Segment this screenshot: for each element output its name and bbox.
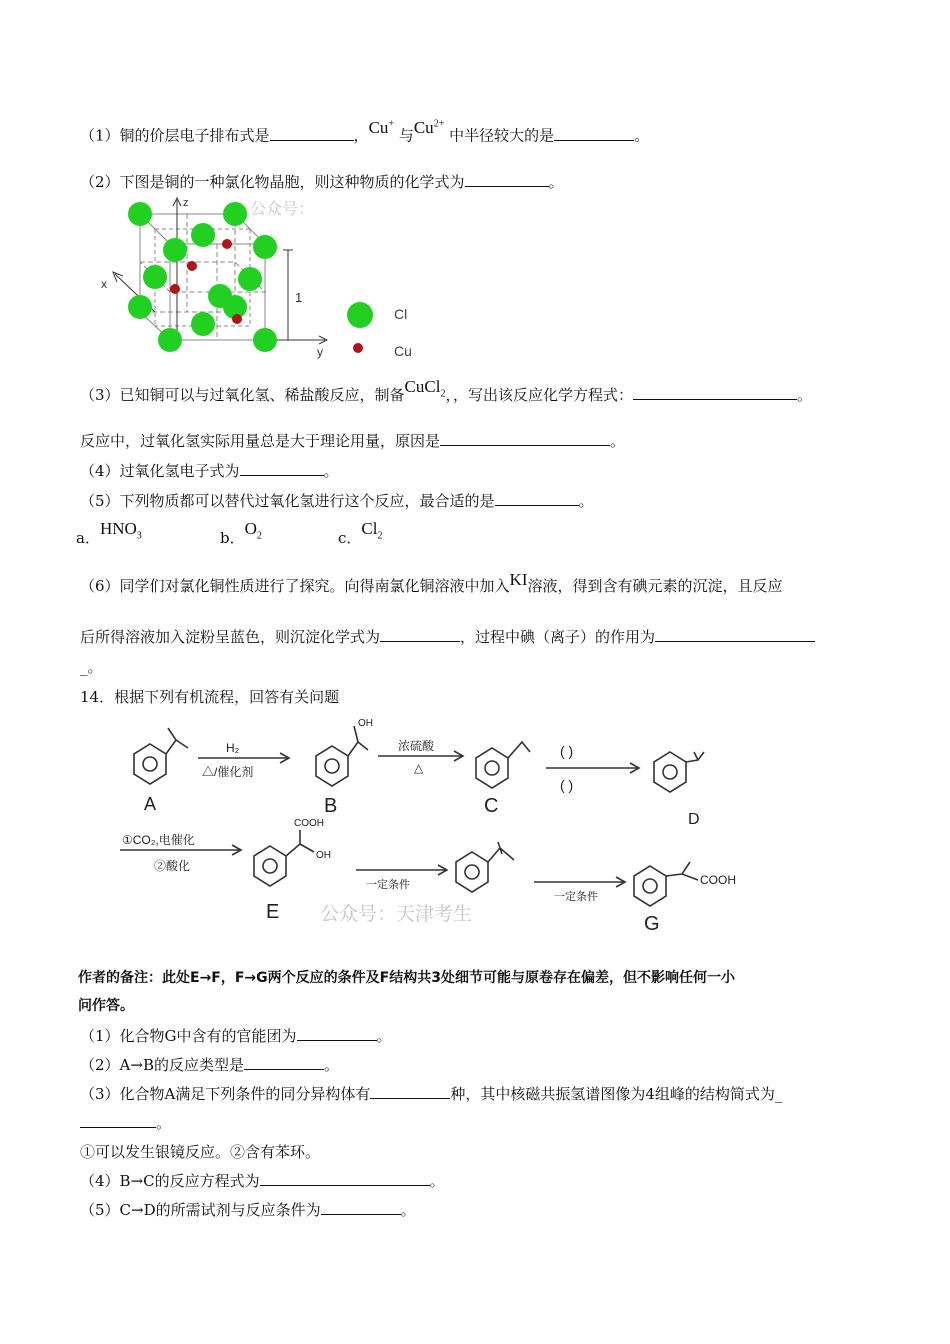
label-A: A <box>144 794 157 814</box>
legend-cl-label: Cl <box>394 306 408 322</box>
axis-x-label: x <box>101 277 107 291</box>
author-note: 作者的备注：此处E→F，F→G两个反应的条件及F结构共3处细节可能与原卷存在偏差，但不影响任何一小 <box>78 970 735 986</box>
r2-reagent: 浓硫酸 <box>398 739 435 753</box>
answer-blank[interactable] <box>260 1171 430 1186</box>
q14-part4: （4）B→C的反应方程式为 。 <box>80 1172 445 1190</box>
watermark-text: 公众号： <box>250 199 315 218</box>
axis-z-label: z <box>183 197 189 209</box>
answer-blank[interactable] <box>321 1200 401 1215</box>
b-oh: OH <box>358 718 373 729</box>
q14-part5: （5）C→D的所需试剂与反应条件为 。 <box>80 1201 416 1219</box>
cu-ion: Cu+ <box>368 117 395 137</box>
label-C: C <box>484 795 499 817</box>
q13-part3-reason: 反应中，过氧化氢实际用量总是大于理论用量，原因是 。 <box>80 432 626 450</box>
q13-part6-end: _。 <box>80 658 103 676</box>
q14-part1: （1）化合物G中含有的官能团为 。 <box>80 1027 392 1045</box>
e-cooh: COOH <box>294 818 324 829</box>
q13-part1: （1）铜的价层电子排布式是 ，Cu+ 与$Cu^{2+}$ 中半径较大的是 。 <box>80 117 650 145</box>
r2-condition: △ <box>414 761 424 775</box>
r3-condition: ( ) <box>560 777 574 793</box>
label-D: D <box>688 811 700 828</box>
option-a: a．$HNO_3$ <box>76 519 142 547</box>
label-E: E <box>266 901 280 923</box>
r6-condition: 一定条件 <box>554 891 598 903</box>
legend-cu-marker <box>353 343 363 353</box>
q13-part5: （5）下列物质都可以替代过氧化氢进行这个反应，最合适的是 。 <box>80 492 594 510</box>
q14-conditions: ①可以发生银镜反应。②含有苯环。 <box>80 1143 321 1161</box>
legend-cu-label: Cu <box>394 343 412 359</box>
r4-reagent: ①CO₂,电催化 <box>122 833 195 847</box>
q14-part3-cont: 。 <box>80 1113 171 1133</box>
answer-blank[interactable] <box>554 126 634 141</box>
q13-part6-cont: 后所得溶液加入淀粉呈蓝色，则沉淀化学式为 ，过程中碘（离子）的作用为 <box>80 627 815 647</box>
answer-blank[interactable] <box>633 385 797 400</box>
answer-blank[interactable] <box>244 1055 324 1070</box>
answer-blank[interactable] <box>240 461 324 476</box>
answer-blank[interactable] <box>465 172 549 187</box>
cucl2-formula: CuCl$_2$ <box>404 377 446 400</box>
answer-blank[interactable] <box>655 627 815 642</box>
crystal-cell-figure <box>95 192 425 368</box>
answer-blank[interactable] <box>380 627 460 642</box>
ki-formula: KI <box>509 570 528 589</box>
label-B: B <box>324 795 338 817</box>
reaction-scheme <box>110 712 760 940</box>
e-oh: OH <box>316 850 331 861</box>
q14-part2: （2）A→B的反应类型是 。 <box>80 1056 339 1074</box>
edge-length-label: 1 <box>295 290 303 305</box>
scheme-watermark: 公众号：天津考生 <box>320 903 473 925</box>
author-note-cont: 问作答。 <box>78 998 134 1014</box>
answer-blank[interactable] <box>270 126 354 141</box>
axis-y-label: y <box>317 345 323 359</box>
answer-blank[interactable] <box>440 431 610 446</box>
g-cooh: COOH <box>700 873 736 887</box>
r5-condition: 一定条件 <box>366 879 410 891</box>
q14-part3: （3）化合物A满足下列条件的同分异构体有 种，其中核磁共振氢谱图像为4组峰的结构简式为_ <box>80 1085 783 1103</box>
answer-blank[interactable] <box>297 1026 377 1041</box>
q13-part6: （6）同学们对氯化铜性质进行了探究。向得南氯化铜溶液中加入KI溶液，得到含有碘元素的沉淀，且反应 <box>80 570 783 595</box>
q13-part3: （3）已知铜可以与过氧化氢、稀盐酸反应，制备CuCl$_2$，，写出该反应化学方程式： 。 <box>80 377 812 404</box>
option-c: c．$Cl_2$ <box>338 519 383 547</box>
q13-part2: （2）下图是铜的一种氯化物晶胞，则这种物质的化学式为 。 <box>80 173 564 191</box>
r4-condition: ②酸化 <box>154 859 191 873</box>
answer-blank[interactable] <box>370 1084 450 1099</box>
q14-title: 14．根据下列有机流程，回答有关问题 <box>80 688 340 706</box>
option-b: b．$O_2$ <box>220 519 262 547</box>
answer-blank[interactable] <box>80 1113 156 1128</box>
legend-cl-marker <box>347 302 373 328</box>
r1-condition: △/催化剂 <box>202 765 254 779</box>
cu2-ion: $Cu^{2+}$ <box>413 117 445 137</box>
r3-reagent: ( ) <box>560 743 574 759</box>
r1-reagent: H₂ <box>226 741 240 755</box>
label-G: G <box>644 913 660 935</box>
answer-blank[interactable] <box>495 491 579 506</box>
q13-part4: （4）过氧化氢电子式为 。 <box>80 462 339 480</box>
